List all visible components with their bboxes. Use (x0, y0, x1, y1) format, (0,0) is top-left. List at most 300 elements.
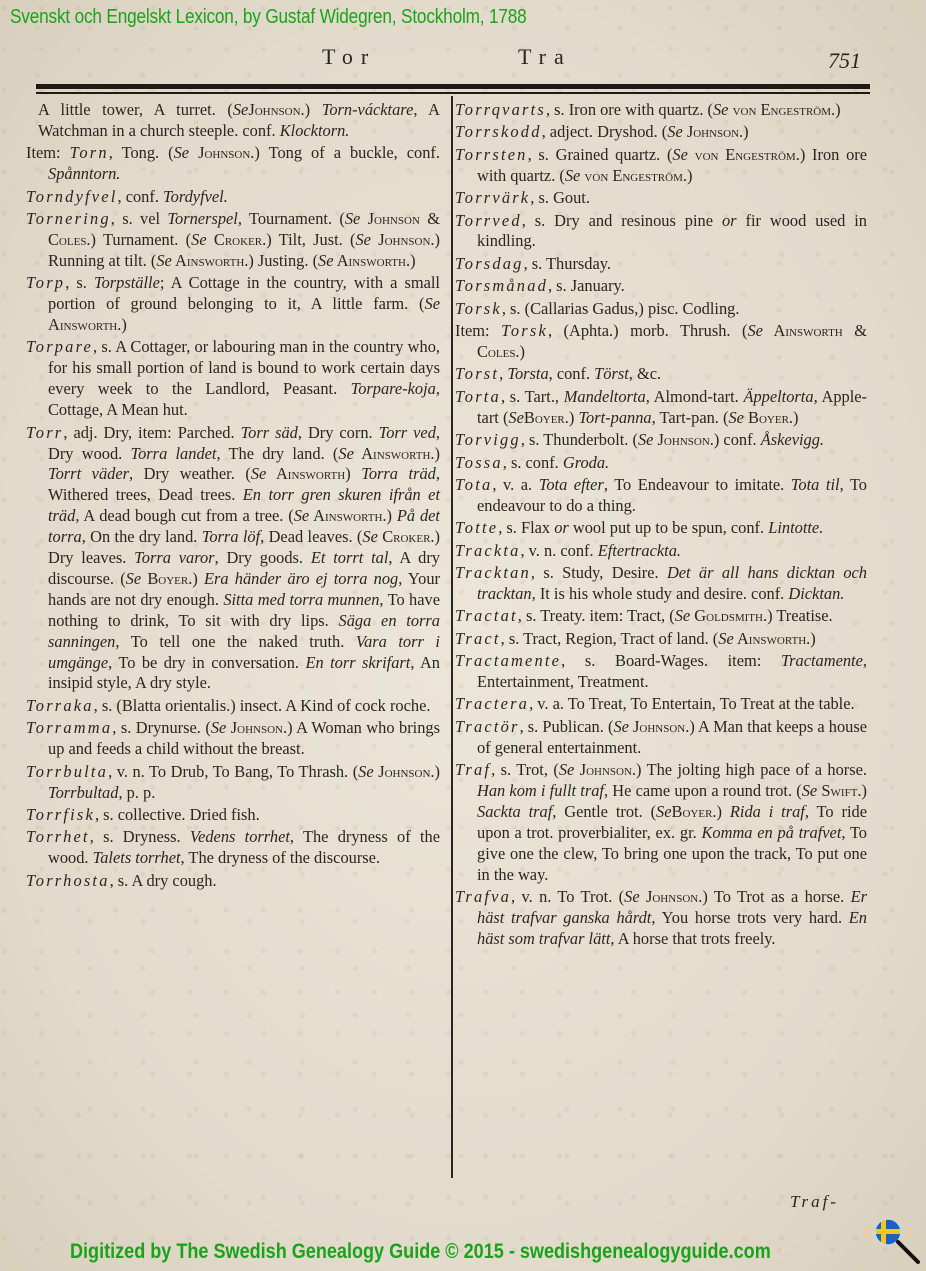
italic-text: Et torrt tal (310, 548, 389, 568)
definition-text: ) (304, 100, 322, 119)
italic-text: En torr skrifart (305, 652, 411, 672)
definition-text: , Dead leaves. ( (260, 527, 363, 547)
italic-text: Vara torr i umgänge (48, 631, 440, 672)
definition-text: , v. a. To Treat, To Entertain, To Treat at the table. (529, 694, 855, 714)
authority-reference: Ainsworth. (48, 315, 122, 335)
authority-reference: Goldsmith. (690, 606, 768, 626)
italic-text: Se (355, 229, 371, 249)
italic-text: Se (156, 250, 172, 270)
italic-text: Torrt väder (48, 464, 130, 484)
definition-text: , To ride upon a trot. proverbialiter, ex. gr. (477, 802, 867, 842)
italic-text: Se (173, 143, 190, 163)
italic-text: Se (508, 407, 524, 427)
definition-text: , s. January. (547, 276, 625, 296)
definition-text: , s. conf. (502, 452, 563, 472)
italic-text: Er häst trafvar ganska hårdt (477, 887, 868, 928)
headword: Torpare (26, 337, 94, 357)
headword: Torramma (26, 718, 113, 738)
italic-text: En häst som trafvar lätt (477, 908, 867, 948)
definition-text: ) (434, 443, 440, 463)
italic-text: Torra varor (134, 548, 215, 568)
definition-text: , To endeavour to do a thing. (477, 474, 867, 515)
definition-text: , An insipid style, A dry style. (48, 652, 440, 693)
italic-text: Se (191, 229, 207, 249)
authority-reference: Johnson. (628, 716, 690, 736)
italic-text: Se (558, 760, 575, 780)
definition-text: , Tart-pan. ( (651, 407, 729, 427)
italic-text: Se (564, 165, 581, 185)
authority-reference: Boyer. (671, 802, 717, 821)
italic-text: Se (362, 527, 378, 547)
definition-text: , It is his whole study and desire. conf. (531, 583, 789, 603)
definition-text: ) (568, 407, 579, 427)
italic-text: Se (232, 100, 249, 119)
authority-reference: Johnson. (682, 122, 744, 142)
definition-text: , Almond-tart. (645, 386, 744, 406)
definition-text: , v. a. (492, 474, 539, 494)
definition-text: , s. vel (110, 209, 168, 229)
definition-text: ) (386, 506, 397, 526)
definition-text: , To tell one the naked truth. (115, 631, 356, 651)
headword: Torrskodd (455, 122, 542, 142)
dictionary-entry (26, 762, 440, 804)
dictionary-entry (26, 696, 440, 717)
dictionary-entry (455, 430, 867, 451)
italic-text: Torrbultad (48, 782, 119, 802)
definition-text: , v. n. To Drub, To Bang, To Thrash. ( (108, 761, 359, 781)
italic-text: Eftertrackta. (597, 540, 682, 560)
left-column (26, 100, 440, 893)
definition-text: , A dead bough cut from a tree. ( (75, 506, 294, 526)
headword: Torn (69, 143, 109, 163)
authority-reference: Ainsworth. (353, 443, 435, 463)
definition-text: , p. p. (118, 782, 156, 802)
dictionary-entry (455, 694, 867, 715)
definition-text: , Dry goods. (214, 548, 311, 568)
headword: Traf (455, 760, 492, 780)
dictionary-entry (26, 209, 440, 272)
italic-text: Torr ved (378, 422, 436, 442)
definition-text: , Your hands are not dry enough. (48, 568, 440, 609)
dictionary-entry (455, 254, 867, 275)
definition-text: ) (716, 802, 730, 821)
definition-text: ) Justing. ( (248, 250, 319, 270)
italic-text: Lintotte. (768, 518, 824, 538)
italic-text: or (554, 518, 569, 538)
dictionary-entry (455, 760, 867, 885)
definition-text: ) (861, 781, 867, 801)
italic-text: Se (712, 100, 729, 119)
definition-text: , The dryness of the wood. (48, 827, 440, 868)
authority-reference: Croker. (206, 229, 267, 249)
headword: Torrfisk (26, 804, 95, 824)
italic-text: Torra landet (130, 443, 217, 463)
header-rule-thin (36, 92, 870, 94)
definition-text: Item: (455, 321, 502, 341)
dictionary-entry (455, 321, 867, 363)
definition-text: ) Tilt, Just. ( (266, 229, 356, 249)
definition-text: , Dry weather. ( (129, 464, 251, 484)
definition-text: , Tournament. ( (237, 209, 345, 229)
definition-text: , A dry discourse. ( (48, 548, 441, 588)
dictionary-entry (455, 606, 867, 627)
authority-reference: Ainsworth & Coles. (477, 321, 867, 361)
definition-text: , On the dry land. (81, 527, 202, 547)
italic-text: Klocktorn. (279, 120, 350, 140)
italic-text: Se (344, 209, 361, 229)
headword: Torsk (455, 298, 502, 318)
running-head (0, 44, 926, 74)
italic-text: På det torra (48, 506, 440, 547)
definition-text: , s. Board-Wages. item: (561, 651, 781, 671)
italic-text: Tornerspel (167, 209, 238, 229)
authority-reference: Johnson. (574, 760, 637, 780)
italic-text: Åskevigg. (760, 430, 825, 450)
italic-text: Tractamente (780, 651, 863, 671)
definition-text: ) (434, 761, 440, 781)
authority-reference: von Engeström. (580, 165, 687, 185)
definition-text: , v. n. To Trot. ( (511, 887, 625, 907)
definition-text: , You horse trots very hard. (651, 908, 849, 928)
page-number: 751 (828, 48, 861, 73)
dictionary-entry (26, 805, 440, 826)
definition-text: ) (743, 122, 749, 142)
headword: Tractör (455, 716, 520, 736)
italic-text: Se (358, 761, 374, 781)
definition-text: , To Endeavour to imitate. (603, 474, 791, 494)
italic-text: Se (656, 802, 672, 821)
dictionary-entry (455, 453, 867, 474)
headword: Torst (455, 364, 500, 384)
dictionary-entry (455, 188, 867, 209)
authority-reference: Johnson & Coles. (48, 209, 440, 249)
authority-reference: Johnson. (373, 761, 435, 781)
definition-text: , conf. (548, 364, 595, 384)
definition-text: , &c. (628, 364, 662, 384)
italic-text: Torra träd (361, 464, 436, 484)
definition-text: ; A Cottage in the country, with a small portion of ground belonging to it, A little farm. ( (48, 273, 440, 314)
definition-text: , To have nothing to drink, To sit with dry lips. (48, 589, 440, 630)
definition-text: ) (410, 250, 416, 270)
definition-text: A little tower, A turret. ( (38, 100, 233, 119)
definition-text: ) (835, 100, 841, 119)
authority-reference: Boyer. (523, 407, 569, 427)
italic-text: Torn-vácktare (321, 100, 414, 119)
italic-text: Vedens torrhet (189, 827, 290, 847)
definition-text: , s. (Callarias Gadus,) pisc. Codling. (501, 298, 740, 318)
column-divider (451, 96, 453, 1178)
headword: Torta (455, 386, 501, 406)
italic-text: Han kom i fullt traf (477, 781, 604, 801)
italic-text: Törst (594, 364, 629, 384)
definition-text: ) The jolting high pace of a horse. (636, 760, 867, 780)
headword: Torr (26, 422, 64, 442)
italic-text: Sitta med torra munnen (223, 589, 380, 609)
swedish-flag-magnifier-icon[interactable] (872, 1216, 922, 1266)
dictionary-entry (455, 211, 867, 253)
authority-reference: Ainsworth. (333, 250, 411, 270)
definition-text: , s. Study, Desire. (530, 563, 667, 583)
dictionary-entry (26, 143, 440, 185)
italic-text: Tota efter (538, 474, 604, 494)
definition-text: Item: (26, 143, 70, 163)
definition-text: , conf. (117, 186, 164, 206)
definition-text: , v. n. conf. (520, 540, 598, 560)
dictionary-entry (455, 122, 867, 143)
definition-text: , A Watchman in a church steeple. conf. (38, 100, 440, 140)
dictionary-entry (26, 718, 440, 760)
italic-text: En torr gren skuren ifrån et träd (48, 485, 441, 526)
headword: Tossa (455, 452, 503, 472)
italic-text: Se (747, 321, 763, 341)
authority-reference: Johnson. (639, 887, 703, 907)
dictionary-entry (26, 273, 440, 336)
definition-text: , s. A Cottager, or labouring man in the country who, for his small portion of land is bound to work certain days every week to the Landlord, Peasant. (48, 337, 440, 399)
dictionary-entry (455, 100, 867, 121)
italic-text: Dicktan. (788, 583, 845, 603)
dictionary-entry (455, 276, 867, 297)
italic-text: Talets torrhet (92, 848, 181, 868)
authority-reference: Johnson. (370, 229, 435, 249)
definition-text: ) (519, 341, 525, 361)
headword: Torrqvarts (455, 100, 546, 119)
headword: Torrbulta (26, 761, 109, 781)
authority-reference: von Engeström. (728, 100, 836, 119)
italic-text: Se (125, 568, 142, 588)
italic-text: Torsta (507, 364, 549, 384)
dictionary-entry (455, 563, 867, 605)
headword: Torsk (501, 321, 548, 341)
definition-text: , To be dry in conversation. (108, 652, 306, 672)
italic-text: or (721, 210, 737, 230)
definition-text: , s. Tract, Region, Tract of land. ( (500, 628, 719, 648)
dictionary-entry (455, 717, 867, 759)
headword: Tract (455, 628, 501, 648)
definition-text: , s. Thunderbolt. ( (520, 430, 638, 450)
headword: Tornering (26, 209, 111, 229)
authority-reference: Ainsworth. (171, 250, 249, 270)
definition-text: ) A Woman who brings up and feeds a child without the breast. (48, 718, 440, 759)
authority-reference: Johnson. (189, 143, 255, 163)
authority-reference: Boyer. (743, 407, 794, 427)
headword: Trafva (455, 887, 512, 907)
italic-text: Se (718, 628, 734, 648)
definition-text: , A horse that trots freely. (610, 928, 776, 948)
definition-text: ) Iron ore with quartz. ( (477, 144, 867, 185)
headword: Torsmånad (455, 276, 548, 296)
definition-text: , adject. Dryshod. ( (541, 122, 668, 142)
entry-continuation (26, 100, 440, 142)
definition-text: ) (810, 628, 816, 648)
authority-reference: Ainsworth. (309, 506, 387, 526)
definition-text: fir wood used in kindling. (477, 210, 868, 251)
definition-text: , s. Iron ore with quartz. ( (545, 100, 713, 119)
definition-text: , The dry land. ( (216, 443, 339, 463)
italic-text: Torpare-koja (350, 379, 436, 399)
italic-text: Se (338, 443, 354, 463)
dictionary-entry (455, 541, 867, 562)
headword: Tota (455, 474, 493, 494)
definition-text: , He came upon a round trot. ( (603, 781, 802, 801)
dictionary-entry (26, 423, 440, 695)
definition-text: , adj. Dry, item: Parched. (63, 422, 241, 442)
dictionary-entry (26, 871, 440, 892)
italic-text: Se (424, 294, 440, 314)
definition-text: ) Turnament. ( (90, 229, 192, 249)
definition-text: ) A Man that keeps a house of general entertainment. (477, 716, 867, 757)
headword: Trackta (455, 540, 521, 560)
definition-text: ) To Trot as a horse. (702, 887, 851, 907)
definition-text: , s. Publican. ( (519, 716, 614, 736)
italic-text: Tordyfvel. (163, 186, 228, 206)
italic-text: Se (672, 144, 688, 164)
headword: Torndyfvel (26, 186, 118, 206)
dictionary-entry (455, 299, 867, 320)
definition-text: , Entertainment, Treatment. (477, 651, 867, 692)
headword: Torrsten (455, 144, 528, 164)
definition-text: ) (345, 464, 362, 484)
dictionary-entry (26, 187, 440, 208)
italic-text: Se (667, 122, 683, 142)
definition-text: , s. Thursday. (523, 253, 611, 273)
italic-text: Torpställe (93, 273, 160, 293)
authority-reference: Ainsworth. (733, 628, 811, 648)
definition-text: , s. (Blatta orientalis.) insect. A Kind of cock roche. (93, 695, 431, 715)
dictionary-entry (455, 518, 867, 539)
dictionary-entry (455, 629, 867, 650)
authority-reference: Johnson. (653, 430, 714, 450)
definition-text: , s. A dry cough. (109, 870, 217, 890)
authority-reference: von Engeström. (687, 144, 800, 164)
definition-text: wool put up to be spun, conf. (568, 518, 769, 538)
definition-text: ) conf. (713, 430, 761, 450)
definition-text: , (Aphta.) morb. Thrush. ( (547, 321, 748, 341)
dictionary-entry (26, 827, 440, 869)
definition-text: ) (121, 315, 127, 335)
italic-text: Spånntorn. (48, 164, 121, 184)
guide-word-right: Tra (518, 44, 572, 69)
italic-text: Se (624, 887, 640, 907)
definition-text: , s. Gout. (530, 188, 590, 208)
headword: Torraka (26, 695, 94, 715)
italic-text: Äppeltorta (743, 386, 814, 406)
italic-text: Torra löf (201, 527, 261, 547)
dictionary-entry (455, 651, 867, 693)
right-column (455, 100, 867, 951)
definition-text: ) Running at tilt. ( (48, 229, 440, 270)
definition-text: , To give one the clew, To bring one upon the track, To put one in the way. (477, 822, 868, 884)
authority-reference: Boyer. (141, 568, 193, 588)
definition-text: ) Treatise. (767, 606, 833, 626)
italic-text: Se (293, 506, 310, 526)
italic-text: Mandeltorta (563, 386, 646, 406)
definition-text: , s. Grained quartz. ( (527, 144, 673, 164)
italic-text: Se (613, 716, 629, 736)
definition-text: , (499, 364, 508, 384)
italic-text: Era händer äro ej torra nog (203, 568, 399, 588)
headword: Torrved (455, 210, 522, 230)
italic-text: Komma en på trafvet (701, 822, 842, 842)
definition-text: , s. Dryness. (89, 827, 190, 847)
definition-text: , s. (65, 273, 94, 293)
watermark-credit: Digitized by The Swedish Genealogy Guide © 2015 - swedishgenealogyguide.com (70, 1240, 771, 1263)
dictionary-entry (455, 145, 867, 187)
watermark-title: Svenskt och Engelskt Lexicon, by Gustaf Widegren, Stockholm, 1788 (10, 6, 527, 28)
italic-text: Se (674, 606, 691, 626)
definition-text: , s. Flax (498, 518, 555, 538)
headword: Totte (455, 518, 499, 538)
authority-reference: Ainsworth (266, 464, 346, 484)
definition-text: , s. Trot, ( (491, 760, 559, 780)
definition-text: , s. Dry and resinous pine (521, 210, 722, 230)
definition-text: , Tong. ( (108, 143, 174, 163)
header-rule-thick (36, 84, 870, 89)
headword: Torsdag (455, 253, 524, 273)
headword: Tractera (455, 694, 530, 714)
authority-reference: Croker. (377, 527, 435, 547)
authority-reference: Swift. (817, 781, 862, 801)
definition-text: , s. Treaty. item: Tract, ( (517, 606, 675, 626)
definition-text: , Gentle trot. ( (552, 802, 657, 821)
italic-text: Tort-panna (578, 407, 652, 427)
italic-text: Se (250, 464, 267, 484)
italic-text: Se (318, 250, 334, 270)
authority-reference: Johnson. (226, 718, 288, 738)
dictionary-entry (455, 364, 867, 385)
italic-text: Se (728, 407, 744, 427)
definition-text: ) (686, 165, 693, 185)
headword: Torp (26, 273, 66, 293)
headword: Torrhosta (26, 870, 110, 890)
guide-word-left: Tor (322, 44, 377, 69)
definition-text: ) (793, 407, 799, 427)
definition-text: , Apple-tart ( (477, 386, 867, 427)
italic-text: Det är all hans dicktan och tracktan (477, 563, 867, 603)
definition-text: , s. Tart., (500, 386, 564, 406)
italic-text: Groda. (562, 452, 610, 472)
italic-text: Se (801, 781, 818, 801)
headword: Torrvärk (455, 188, 531, 208)
definition-text: , Cottage, A Mean hut. (48, 379, 440, 420)
dictionary-entry (455, 387, 867, 429)
italic-text: Säga en torra sanningen (48, 610, 440, 651)
dictionary-entry (26, 337, 440, 421)
definition-text: , Withered trees, Dead trees. (48, 464, 440, 505)
catchword: Traf- (790, 1192, 840, 1211)
definition-text: , The dryness of the discourse. (180, 848, 381, 868)
authority-reference: Johnson. (248, 100, 305, 119)
definition-text: , s. Drynurse. ( (112, 718, 211, 738)
definition-text: ) Tong of a buckle, conf. (254, 143, 440, 163)
headword: Torrhet (26, 827, 90, 847)
italic-text: Torr säd (240, 422, 298, 442)
definition-text: , Dry wood. (48, 422, 440, 463)
definition-text: ) (192, 568, 204, 588)
headword: Torvigg (455, 430, 521, 450)
italic-text: Rida i traf (729, 802, 805, 821)
headword: Tractamente (455, 651, 562, 671)
dictionary-entry (455, 475, 867, 517)
headword: Tractat (455, 606, 518, 626)
definition-text: , Dry corn. (297, 422, 379, 442)
italic-text: Tota til (790, 474, 840, 494)
headword: Tracktan (455, 563, 531, 583)
italic-text: Se (637, 430, 654, 450)
dictionary-entry (455, 887, 867, 950)
definition-text: , s. collective. Dried fish. (94, 804, 260, 824)
italic-text: Se (210, 718, 227, 738)
italic-text: Sackta traf (477, 802, 553, 821)
